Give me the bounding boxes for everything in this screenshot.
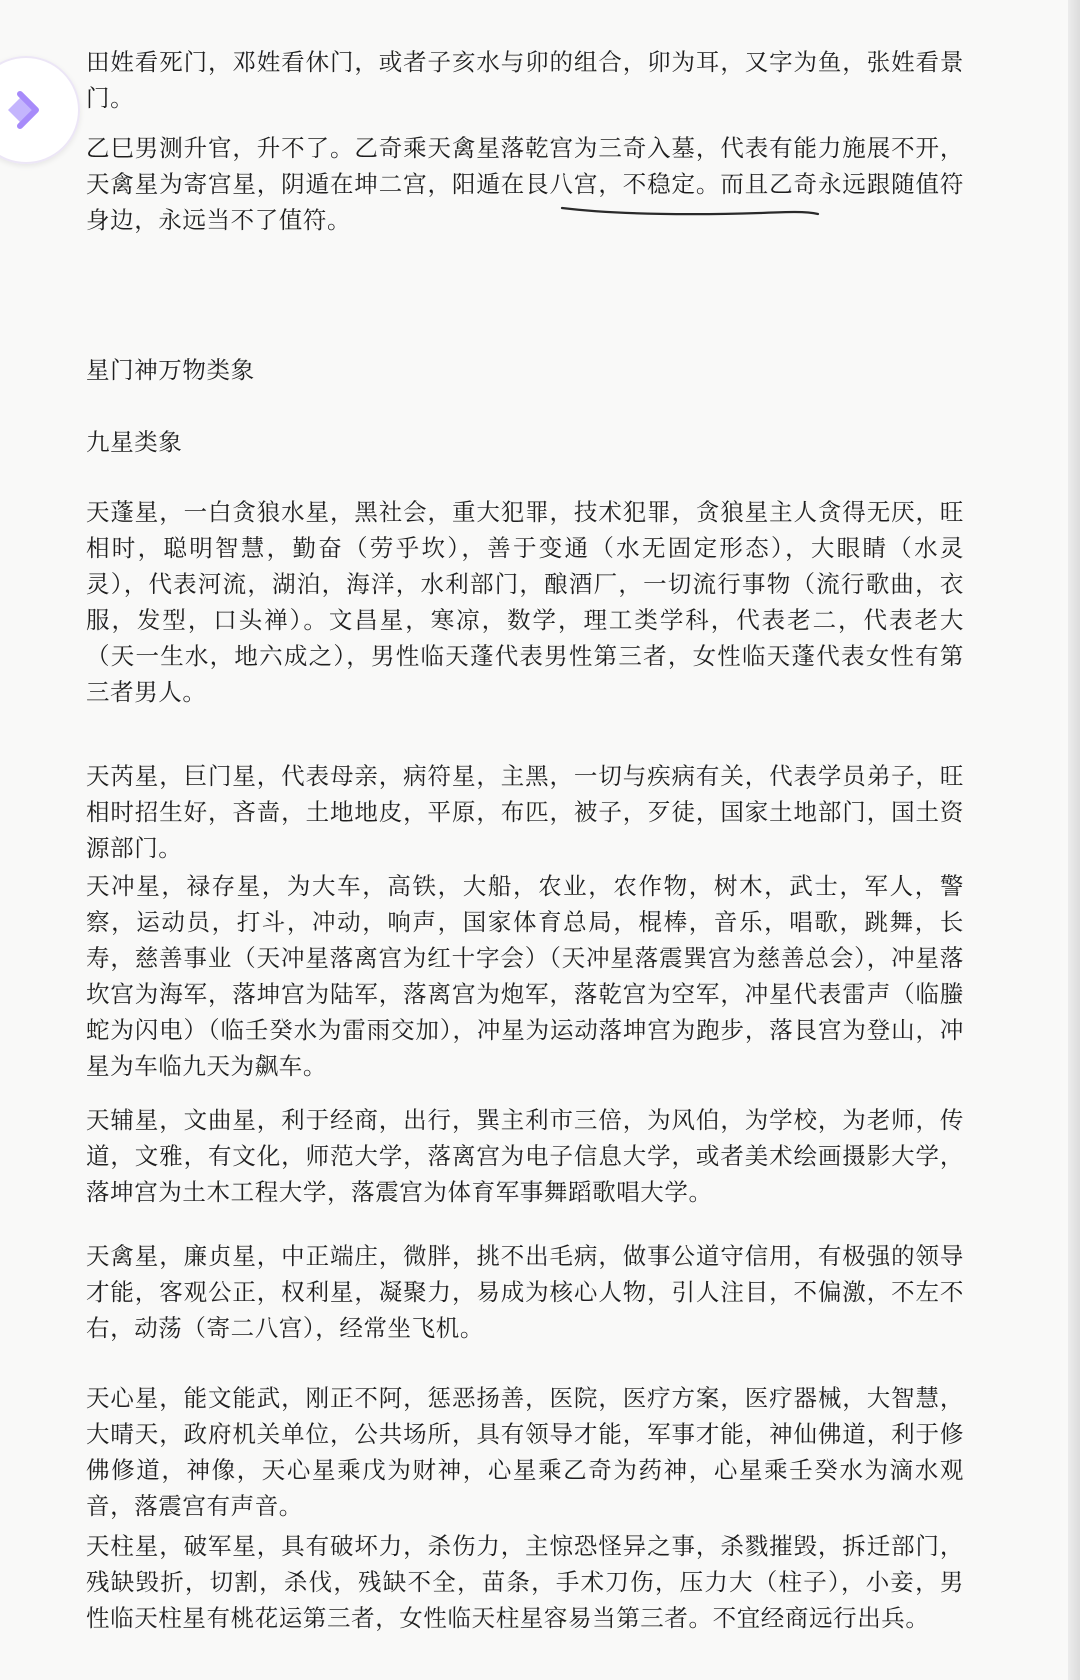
paragraph-tianzhu-star: 天柱星，破军星，具有破坏力，杀伤力，主惊恐怪异之事，杀戮摧毁，拆迁部门，残缺毁折，切割，杀伐，残缺不全，苗条，手术刀伤，压力大（柱子），小妾，男性临天柱星有桃花运第三者，女性临天柱星容易当第三者。不宜经商远行出兵。 xyxy=(86,1532,964,1632)
paragraph-tianrui-star: 天芮星，巨门星，代表母亲，病符星，主黑，一切与疾病有关，代表学员弟子，旺相时招生好，吝啬，土地地皮，平原，布匹，被子，歹徒，国家土地部门，国土资源部门。 xyxy=(86,762,964,862)
section-heading: 星门神万物类象 xyxy=(86,356,255,384)
paragraph-tianqin-star: 天禽星，廉贞星，中正端庄，微胖，挑不出毛病，做事公道守信用，有极强的领导才能，客观公正，权利星，凝聚力，易成为核心人物，引人注目，不偏激，不左不右，动荡（寄二八宫），经常坐飞机。 xyxy=(86,1242,964,1342)
subsection-heading: 九星类象 xyxy=(86,428,183,456)
double-chevron-right-icon xyxy=(2,84,54,136)
page-edge-shadow xyxy=(1068,0,1080,1680)
paragraph-tianxin-star: 天心星，能文能武，刚正不阿，惩恶扬善，医院，医疗方案，医疗器械，大智慧，大晴天，政府机关单位，公共场所，具有领导才能，军事才能，神仙佛道，利于修佛修道，神像，天心星乘戊为财神，心星乘乙奇为药神，心星乘壬癸水为滴水观音，落震宫有声音。 xyxy=(86,1384,964,1520)
paragraph-tianchong-star: 天冲星，禄存星，为大车，高铁，大船，农业，农作物，树木，武士，军人，警察，运动员，打斗，冲动，响声，国家体育总局，棍棒，音乐，唱歌，跳舞，长寿，慈善事业（天冲星落离宫为红十字会）（天冲星落震巽宫为慈善总会），冲星落坎宫为海军，落坤宫为陆军，落离宫为炮军，落乾宫为空军，冲星代表雷声（临螣蛇为闪电）（临壬癸水为雷雨交加），冲星为运动落坤宫为跑步，落艮宫为登山，冲星为车临九天为飙车。 xyxy=(86,872,964,1080)
handwritten-underline xyxy=(560,204,820,218)
paragraph-surname-doors: 田姓看死门，邓姓看休门，或者子亥水与卯的组合，卯为耳，又字为鱼，张姓看景门。 xyxy=(86,48,964,112)
paragraph-tianpeng-star: 天蓬星，一白贪狼水星，黑社会，重大犯罪，技术犯罪，贪狼星主人贪得无厌，旺相时，聪明智慧，勤奋（劳乎坎），善于变通（水无固定形态），大眼睛（水灵灵），代表河流，湖泊，海洋，水利部门，酿酒厂，一切流行事物（流行歌曲，衣服，发型，口头禅）。文昌星，寒凉，数学，理工类学科，代表老二，代表老大（天一生水，地六成之），男性临天蓬代表男性第三者，女性临天蓬代表女性有第三者男人。 xyxy=(86,498,964,706)
paragraph-tianfu-star: 天辅星，文曲星，利于经商，出行，巽主利市三倍，为风伯，为学校，为老师，传道，文雅，有文化，师范大学，落离宫为电子信息大学，或者美术绘画摄影大学，落坤宫为土木工程大学，落震宫为体育军事舞蹈歌唱大学。 xyxy=(86,1106,964,1206)
paragraph-yisi-promotion: 乙巳男测升官，升不了。乙奇乘天禽星落乾宫为三奇入墓，代表有能力施展不开，天禽星为寄宫星，阴遁在坤二宫，阳遁在艮八宫，不稳定。而且乙奇永远跟随值符身边，永远当不了值符。 xyxy=(86,134,964,234)
